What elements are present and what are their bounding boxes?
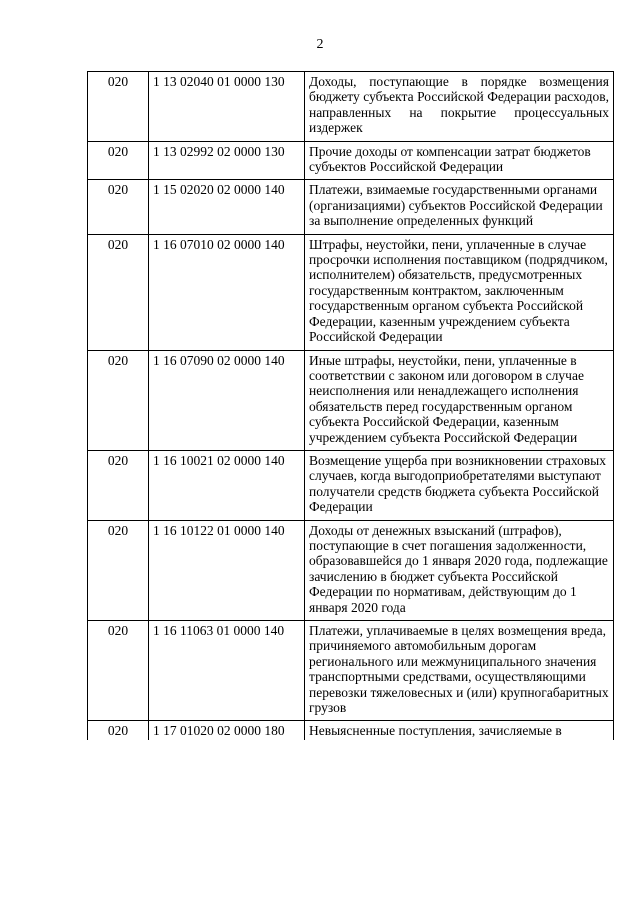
admin-code-cell: 020 (88, 621, 149, 721)
budget-code-cell: 1 15 02020 02 0000 140 (149, 180, 305, 234)
page-number: 2 (316, 37, 324, 52)
description-cell: Штрафы, неустойки, пени, уплаченные в случае просрочки исполнения поставщиком (подрядчиком, исполнителем) обязательств, предусмотренных государственным контрактом, заключенным государственным органом субъекта Российской Федерации, казенным учреждением субъекта Российской Федерации (305, 234, 614, 350)
description-cell: Доходы, поступающие в порядке возмещения бюджету субъекта Российской Федерации расходов, направленных на покрытие процессуальных издержек (305, 72, 614, 142)
table-row (88, 72, 614, 142)
budget-code-cell: 1 16 11063 01 0000 140 (149, 621, 305, 721)
description-cell: Прочие доходы от компенсации затрат бюджетов субъектов Российской Федерации (305, 141, 614, 180)
budget-code-cell: 1 13 02992 02 0000 130 (149, 141, 305, 180)
description-cell: Иные штрафы, неустойки, пени, уплаченные в соответствии с законом или договором в случае неисполнения или ненадлежащего исполнения обязательств перед государственным органом субъекта Российской Федерации, казенным учреждением субъекта Российской Федерации (305, 350, 614, 450)
description-cell: Платежи, взимаемые государственными органами (организациями) субъектов Российской Федерации за выполнение определенных функций (305, 180, 614, 234)
budget-code-cell: 1 16 07090 02 0000 140 (149, 350, 305, 450)
budget-code-cell: 1 13 02040 01 0000 130 (149, 72, 305, 142)
table-row (88, 234, 614, 350)
description-cell: Возмещение ущерба при возникновении страховых случаев, когда выгодоприобретателями выступают получатели средств бюджета субъекта Российской Федерации (305, 450, 614, 520)
admin-code-cell: 020 (88, 450, 149, 520)
description-cell: Невыясненные поступления, зачисляемые в (305, 721, 614, 741)
description-cell: Платежи, уплачиваемые в целях возмещения вреда, причиняемого автомобильным дорогам регионального или межмуниципального значения транспортными средствами, осуществляющими перевозки тяжеловесных и (или) крупногабаритных грузов (305, 621, 614, 721)
admin-code-cell: 020 (88, 72, 149, 142)
budget-code-cell: 1 17 01020 02 0000 180 (149, 721, 305, 741)
admin-code-cell: 020 (88, 350, 149, 450)
admin-code-cell: 020 (88, 721, 149, 741)
admin-code-cell: 020 (88, 520, 149, 620)
revenue-codes-table (87, 71, 614, 740)
table-row (88, 721, 614, 741)
table-row (88, 520, 614, 620)
table-row (88, 621, 614, 721)
table-row (88, 350, 614, 450)
budget-code-cell: 1 16 10122 01 0000 140 (149, 520, 305, 620)
budget-code-cell: 1 16 10021 02 0000 140 (149, 450, 305, 520)
description-cell: Доходы от денежных взысканий (штрафов), поступающие в счет погашения задолженности, образовавшейся до 1 января 2020 года, подлежащие зачислению в бюджет субъекта Российской Федерации по нормативам, действующим до 1 января 2020 года (305, 520, 614, 620)
admin-code-cell: 020 (88, 180, 149, 234)
table-row (88, 180, 614, 234)
admin-code-cell: 020 (88, 234, 149, 350)
table-row (88, 450, 614, 520)
table-row (88, 141, 614, 180)
budget-code-cell: 1 16 07010 02 0000 140 (149, 234, 305, 350)
admin-code-cell: 020 (88, 141, 149, 180)
